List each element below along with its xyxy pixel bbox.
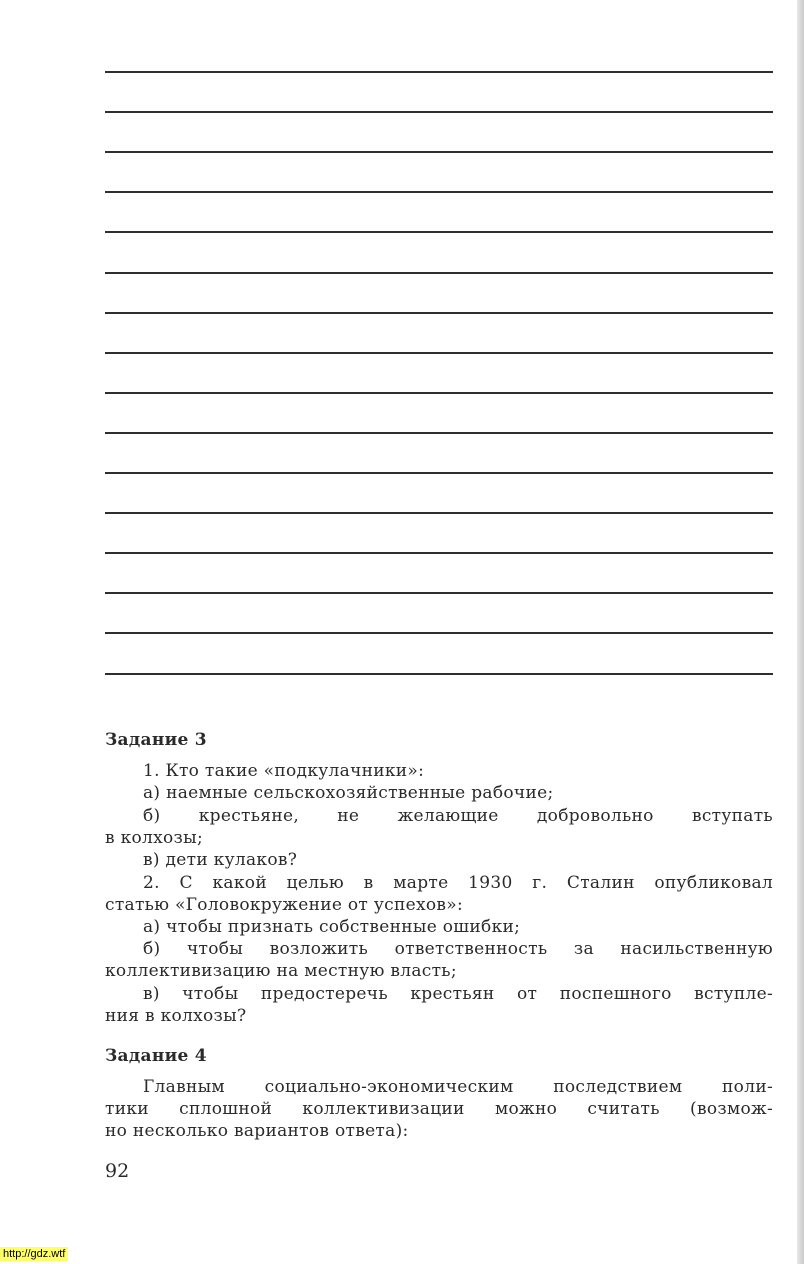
- answer-line: [105, 272, 773, 274]
- scan-edge: [797, 0, 804, 1264]
- task3-line: в колхозы;: [105, 828, 203, 848]
- answer-line: [105, 632, 773, 634]
- answer-line: [105, 552, 773, 554]
- answer-line: [105, 592, 773, 594]
- answer-line: [105, 673, 773, 675]
- task4-line: но несколько вариантов ответа):: [105, 1121, 409, 1141]
- task4-heading: Задание 4: [105, 1046, 207, 1066]
- answer-line: [105, 231, 773, 233]
- task3-heading: Задание 3: [105, 730, 207, 750]
- watermark-link[interactable]: http://gdz.wtf: [0, 1247, 68, 1261]
- task3-line: 1. Кто такие «подкулачники»:: [143, 761, 425, 781]
- task3-line: статью «Головокружение от успехов»:: [105, 895, 463, 915]
- answer-line: [105, 352, 773, 354]
- answer-line: [105, 432, 773, 434]
- task3-line: а) чтобы признать собственные ошибки;: [143, 917, 521, 937]
- task3-line: а) наемные сельскохозяйственные рабочие;: [143, 783, 554, 803]
- answer-line: [105, 472, 773, 474]
- answer-line: [105, 512, 773, 514]
- task3-line: ния в колхозы?: [105, 1006, 247, 1026]
- answer-line: [105, 111, 773, 113]
- answer-line: [105, 71, 773, 73]
- answer-line: [105, 312, 773, 314]
- answer-line: [105, 392, 773, 394]
- task3-line: б) чтобы возложить ответственность за насильственную: [143, 939, 773, 959]
- page-number: 92: [105, 1160, 130, 1182]
- task3-line: в) дети кулаков?: [143, 850, 298, 870]
- task3-line: в) чтобы предостеречь крестьян от поспешного вступле-: [143, 984, 773, 1004]
- task4-line: тики сплошной коллективизации можно считать (возмож-: [105, 1099, 773, 1119]
- task3-line: б) крестьяне, не желающие добровольно вступать: [143, 806, 773, 826]
- task3-line: 2. С какой целью в марте 1930 г. Сталин опубликовал: [143, 873, 773, 893]
- answer-line: [105, 191, 773, 193]
- answer-line: [105, 151, 773, 153]
- task4-line: Главным социально-экономическим последствием поли-: [143, 1077, 773, 1097]
- task3-line: коллективизацию на местную власть;: [105, 961, 457, 981]
